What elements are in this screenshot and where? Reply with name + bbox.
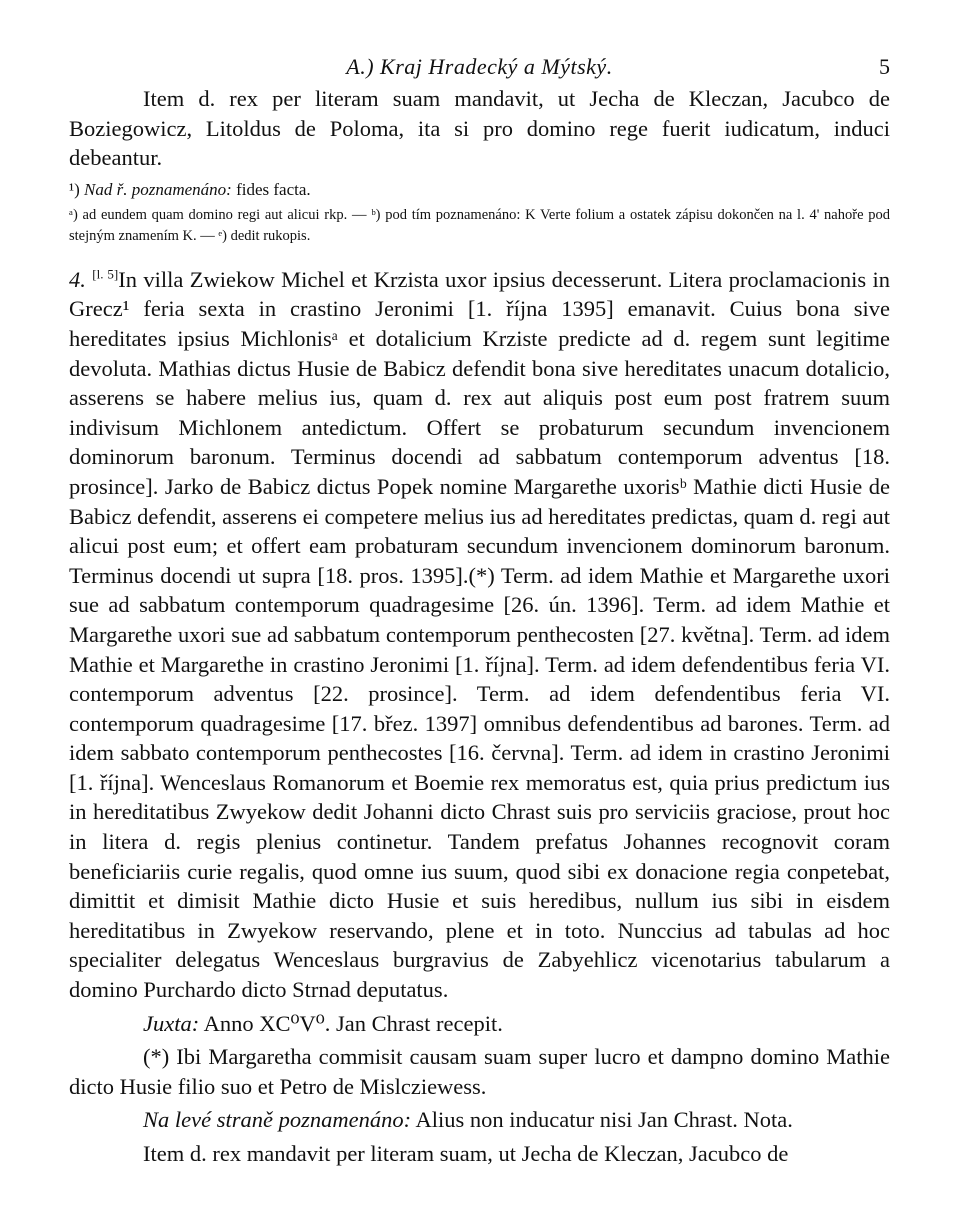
intro-paragraph: Item d. rex per literam suam mandavit, ut Jecha de Kleczan, Jacubco de Boziegowicz, Litoldus de Poloma, ita si pro domino rege fuerit iudicatum, induci debeantur. bbox=[69, 86, 890, 171]
footnote-secondary bbox=[69, 205, 890, 247]
footnotes-secondary bbox=[69, 205, 890, 247]
entry-number: 4. bbox=[69, 266, 86, 292]
margin-note bbox=[69, 1105, 890, 1135]
closing-line: Item d. rex mandavit per literam suam, ut Jecha de Kleczan, Jacubco de bbox=[143, 1141, 789, 1166]
asterisk-note: (*) Ibi Margaretha commisit causam suam super lucro et dampno domino Mathie dicto Husie filio suo et Petro de Mislcziewess. bbox=[69, 1044, 890, 1099]
running-header bbox=[69, 50, 890, 84]
margin-note-label: Na levé straně poznamenáno: bbox=[143, 1107, 412, 1133]
footnote-lead: Nad ř. poznamenáno: bbox=[84, 179, 232, 199]
footnote-text: fides facta. bbox=[231, 179, 311, 199]
header-title: A.) Kraj Hradecký a Mýtský. bbox=[346, 54, 613, 79]
juxta-line bbox=[69, 1009, 890, 1039]
entry-paragraph bbox=[69, 265, 890, 1005]
footnote-mark: ᵃ) bbox=[69, 206, 83, 223]
main-text bbox=[69, 84, 890, 1169]
footnote-mark: ¹) bbox=[69, 179, 85, 199]
entry-text: In villa Zwiekow Michel et Krzista uxor ipsius decesserunt. Litera proclamacionis in Grecz¹ feria sexta in crastino Jeronimi [1. října 1395] emanavit. Cuius bona sive hereditates ipsius Michlonisᵃ et dotalicium Krziste predicte ad d. regem sunt legitime devoluta. Mathias dictus Husie de Babicz defendit bona sive hereditates unacum dotalicio, asserens se habere melius ius, quam d. rex aut aliquis post eum post fratrem suum indivisum Michlonem antedictum. Offert se probaturum secundum invencionem dominorum baronum. Terminus docendi ad sabbatum contemporum adventus [18. prosince]. Jarko de Babicz dictus Popek nomine Margarethe uxorisᵇ Mathie dicti Husie de Babicz defendit, asserens ei competere melius ius ad hereditates predictas, quam d. regi aut alicui post eum; et offert eam probaturam secundum invencionem dominorum baronum. Terminus docendi ut supra [18. pros. 1395].(*) Term. ad idem Mathie et Margarethe uxori sue ad sabbatum contemporum quadragesime [26. ún. 1396]. Term. ad idem Mathie et Margarethe uxori sue ad sabbatum contemporum penthecosten [27. května]. Term. ad idem Mathie et Margarethe in crastino Jeronimi [1. října]. Term. ad idem defendentibus feria VI. contemporum adventus [22. prosince]. Term. ad idem defendentibus feria VI. contemporum quadragesime [17. břez. 1397] omnibus defendentibus ad barones. Term. ad idem sabbato contemporum penthecostes [16. června]. Term. ad idem in crastino Jeronimi [1. října]. Wenceslaus Romanorum et Boemie rex memoratus est, quia prius predictum ius in hereditatibus Zwyekow dedit Johanni dicto Chrast suis pro serviciis graciose, prout hoc in litera d. regis plenius continetur. Tandem prefatus Johannes recognovit coram beneficiariis curie regalis, quod omne ius suum, quod sibi ex donacione regia conpetebat, dimittit et dimisit Mathie dicto Husie et suis heredibus, nullum ius sibi in eisdem hereditatibus in Zwyekow reservando, plene et in toto. Nunccius ad tabulas ad hoc specialiter delegatus Wenceslaus burgravius de Zabyehlicz vicenotarius tabularum a domino Purchardo dicto Strnad deputatus. bbox=[69, 266, 890, 1003]
margin-note-text: Alius non inducatur nisi Jan Chrast. Nota. bbox=[411, 1107, 793, 1133]
page-number: 5 bbox=[879, 54, 890, 79]
juxta-label: Juxta: bbox=[143, 1010, 200, 1036]
juxta-text: Anno XC⁰V⁰. Jan Chrast recepit. bbox=[199, 1010, 503, 1036]
footnote-text: ad eundem quam domino regi aut alicui rkp. — ᵇ) pod tím poznamenáno: K Verte folium a ostatek zápisu dokončen na l. 4' nahoře pod stejným znamením K. — ᵉ) dedit rukopis. bbox=[69, 206, 890, 244]
footnote-primary bbox=[69, 177, 890, 203]
document-page bbox=[69, 50, 890, 1169]
entry-ref: [l. 5] bbox=[92, 266, 119, 282]
